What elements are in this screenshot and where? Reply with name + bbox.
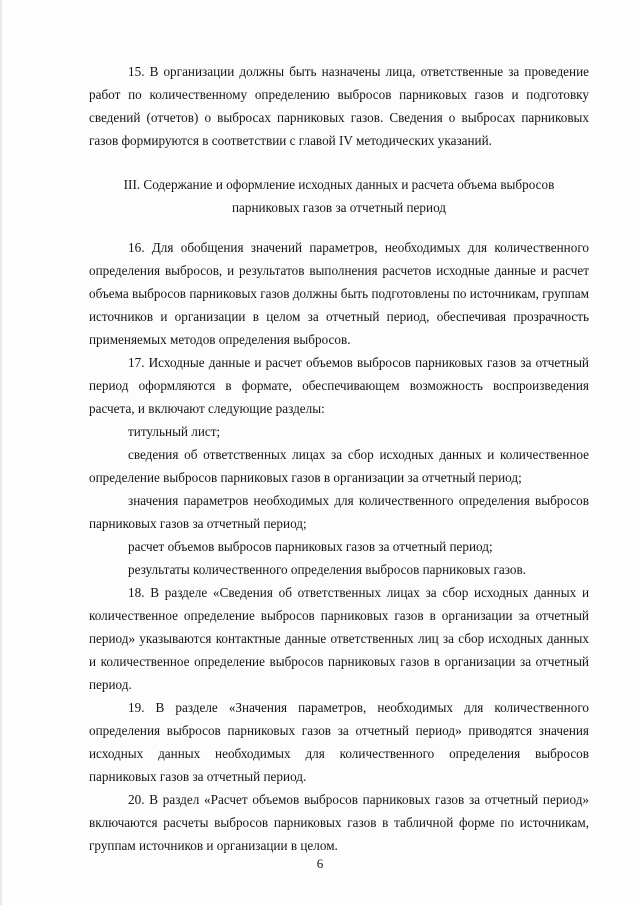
paragraph-19: 19. В разделе «Значения параметров, необходимых для количественного определения выбросов парниковых газов за отчетный период» приводятся значения исходных данных необходимых для количественного определения выбросов парниковых газов за отчетный период. <box>89 700 589 784</box>
paragraph-18: 18. В разделе «Сведения об ответственных лицах за сбор исходных данных и количественное определение выбросов парниковых газов в организации за отчетный период» указываются контактные данные ответственных лиц за сбор исходных данных и количественное определение выбросов парниковых газов в организации за отчетный период. <box>89 585 589 692</box>
paragraph-16: 16. Для обобщения значений параметров, необходимых для количественного определения выбросов, и результатов выполнения расчетов исходные данные и расчет объема выбросов парниковых газов должны быть подготовлены по источникам, группам источников и организации в целом за отчетный период, обеспечивая прозрачность применяемых методов определения выбросов. <box>89 240 590 347</box>
list-item-2: сведения об ответственных лицах за сбор исходных данных и количественное определение выбросов парниковых газов в организации за отчетный период; <box>89 447 589 485</box>
list-item-4: расчет объемов выбросов парниковых газов за отчетный период; <box>128 539 493 554</box>
paragraph-20: 20. В раздел «Расчет объемов выбросов парниковых газов за отчетный период» включаются расчеты выбросов парниковых газов в табличной форме по источникам, группам источников и организации в целом. <box>89 792 589 853</box>
section-heading-line1: III. Содержание и оформление исходных данных и расчета объема выбросов <box>123 177 555 192</box>
list-item-5: результаты количественного определения выбросов парниковых газов. <box>128 562 527 577</box>
list-item-3: значения параметров необходимых для количественного определения выбросов парниковых газов за отчетный период; <box>89 493 589 531</box>
section-heading-line2: парниковых газов за отчетный период <box>232 200 446 215</box>
page-number: 6 <box>316 856 324 871</box>
paragraph-17: 17. Исходные данные и расчет объемов выбросов парниковых газов за отчетный период оформляются в формате, обеспечивающем возможность воспроизведения расчета, и включают следующие разделы: <box>89 355 589 416</box>
scan-edge <box>0 0 2 905</box>
paragraph-15: 15. В организации должны быть назначены лица, ответственные за проведение работ по количественному определению выбросов парниковых газов и подготовку сведений (отчетов) о выбросах парниковых газов. Сведения о выбросах парниковых газов формируются в соответствии с главой IV методических указаний. <box>89 64 589 148</box>
paragraph-15-block <box>89 60 589 152</box>
main-text-block <box>89 236 589 857</box>
list-item-1: титульный лист; <box>128 424 221 439</box>
